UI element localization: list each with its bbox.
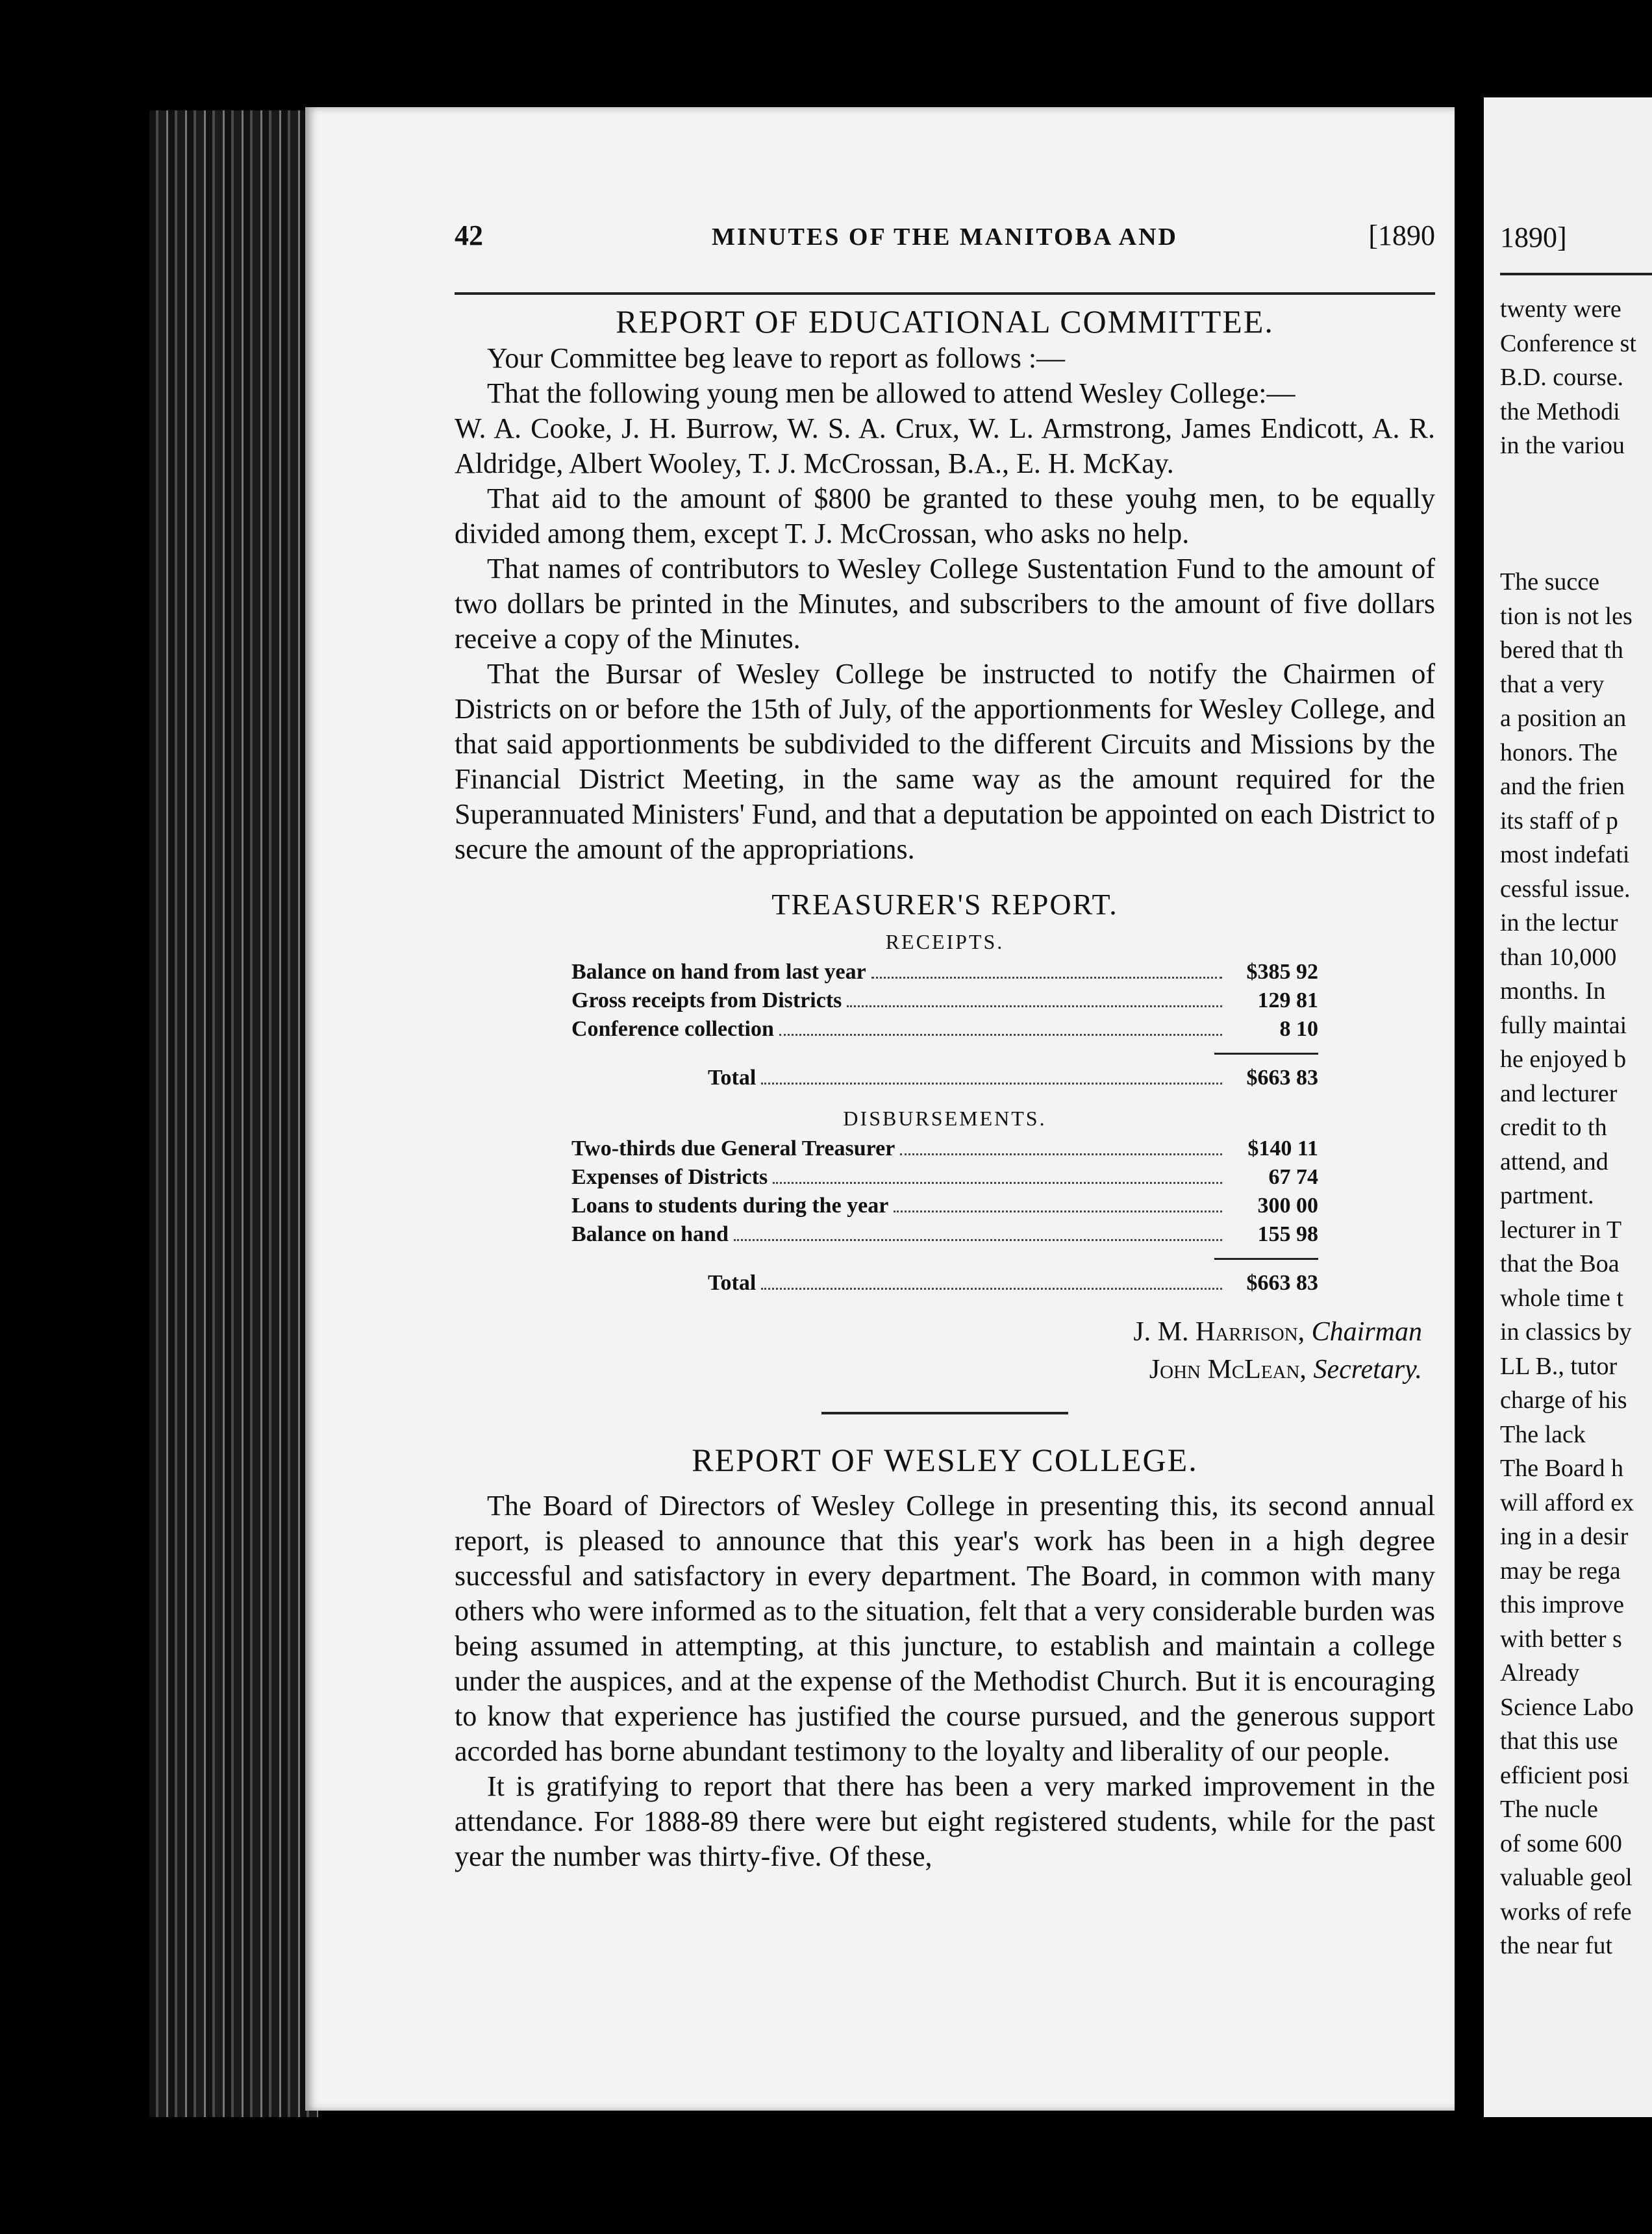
right-page-line: attend, and [1500, 1148, 1608, 1175]
committee-resolution-1: That the following young men be allowed to attend Wesley College:— [487, 377, 1295, 409]
right-page-line: The lack [1500, 1420, 1586, 1448]
educational-committee-heading: REPORT OF EDUCATIONAL COMMITTEE. [616, 303, 1274, 340]
right-page-line: The succe [1500, 568, 1599, 596]
right-page-line [1500, 531, 1636, 566]
running-year: [1890 [1368, 220, 1435, 251]
right-page-line: he enjoyed b [1500, 1046, 1627, 1073]
right-page-line: that a very [1500, 670, 1605, 698]
right-page-line: in classics by [1500, 1318, 1632, 1346]
sum-rule [1214, 1053, 1318, 1055]
sum-rule [1214, 1258, 1318, 1260]
right-page-line: may be rega [1500, 1557, 1621, 1585]
right-page-line: LL B., tutor [1500, 1352, 1618, 1380]
right-page-line: this improve [1500, 1591, 1625, 1618]
disbursements-total-row: Total $663 83 [708, 1271, 1318, 1296]
page-number: 42 [455, 220, 483, 251]
committee-resolution-3: That names of contributors to Wesley College Sustentation Fund to the amount of two dollars be printed in the Minutes, and subscribers to the amount of five dollars receive a copy of the Minutes. [455, 553, 1435, 655]
right-page-line: will afford ex [1500, 1488, 1634, 1516]
right-page-line: valuable geol [1500, 1864, 1633, 1891]
right-page-line: months. In [1500, 977, 1606, 1005]
treasurer-heading: TREASURER'S REPORT. [771, 888, 1118, 921]
right-page-line: cessful issue. [1500, 875, 1631, 903]
committee-resolution-2: That aid to the amount of $800 be granted to these youhg men, to be equally divided among them, except T. J. McCrossan, who asks no help. [455, 483, 1435, 549]
right-page-line: in the lectur [1500, 909, 1618, 936]
right-page-line: bered that th [1500, 636, 1623, 664]
right-page-line [1500, 463, 1636, 497]
ledger-row: Two-thirds due General Treasurer $140 11 [571, 1136, 1318, 1161]
right-page-line: in the variou [1500, 432, 1625, 459]
receipts-heading: RECEIPTS. [885, 930, 1005, 954]
right-page-line: the Methodi [1500, 397, 1620, 425]
right-page-line: that the Boa [1500, 1250, 1620, 1277]
right-page-line: The Board h [1500, 1455, 1623, 1482]
running-head [455, 219, 1435, 258]
right-page-line: ing in a desir [1500, 1523, 1629, 1550]
committee-resolution-4: That the Bursar of Wesley College be instructed to notify the Chairmen of Districts on or before the 15th of July, of the apportionments for Wesley College, and that said apportionments be subdivided to the different Circuits and Missions by the Financial District Meeting, in the same way as the amount required for the Superannuated Ministers' Fund, and that a deputation be appointed on each District to secure the amount of the appropriations. [455, 658, 1435, 865]
right-page-line: that this use [1500, 1727, 1618, 1755]
right-page-line: B.D. course. [1500, 364, 1623, 391]
student-names: W. A. Cooke, J. H. Burrow, W. S. A. Crux, W. L. Armstrong, James Endicott, A. R. Aldridge, Albert Wooley, T. J. McCrossan, B.A., E. H. McKay. [455, 412, 1435, 479]
right-page-line: tion is not les [1500, 602, 1633, 630]
right-page-line: honors. The [1500, 738, 1618, 766]
committee-intro: Your Committee beg leave to report as follows :— [487, 342, 1066, 374]
ledger-row: Gross receipts from Districts 129 81 [571, 988, 1318, 1013]
section-divider [821, 1412, 1068, 1414]
receipts-ledger [571, 958, 1318, 1092]
right-page-line: with better s [1500, 1625, 1622, 1653]
right-page-line: than 10,000 [1500, 943, 1617, 971]
right-page-line: The nucle [1500, 1796, 1598, 1823]
right-page-line [1500, 497, 1636, 531]
right-page-line: most indefati [1500, 841, 1630, 868]
right-page-line: of some 600 [1500, 1829, 1622, 1857]
ledger-row: Loans to students during the year 300 00 [571, 1194, 1318, 1218]
wesley-report-paragraph-2: It is gratifying to report that there has been a very marked improvement in the attendance. For 1888-89 there were but eight registered students, while for the past year the number was thirty-five. Of these, [455, 1770, 1435, 1873]
disbursements-ledger [571, 1135, 1318, 1298]
header-rule [455, 292, 1435, 295]
right-page-line: and lecturer [1500, 1079, 1618, 1107]
right-page-line: Science Labo [1500, 1693, 1634, 1721]
wesley-report-paragraph-1: The Board of Directors of Wesley College in presenting this, its second annual report, is pleased to announce that this year's work has been in a high degree successful and satisfactory in every department. The Board, in common with many others who were informed as to the situation, felt that a very considerable burden was being assumed in attempting, at this juncture, to establish and maintain a college under the auspices, and at the expense of the Methodist Church. But it is encouraging to know that experience has justified the course pursued, and the generous support accorded has borne abundant testimony to the loyalty and liberality of our people. [455, 1490, 1435, 1768]
right-page-line: lecturer in T [1500, 1216, 1622, 1244]
signature-chairman: J. M. Harrison, Chairman [1133, 1317, 1422, 1348]
right-page-line: charge of his [1500, 1387, 1627, 1414]
ledger-row: Expenses of Districts 67 74 [571, 1165, 1318, 1190]
ledger-row: Balance on hand from last year $385 92 [571, 960, 1318, 985]
signature-secretary: John McLean, Secretary. [1149, 1355, 1422, 1385]
right-page-line: whole time t [1500, 1284, 1623, 1312]
wesley-college-heading: REPORT OF WESLEY COLLEGE. [692, 1442, 1198, 1479]
right-header-rule [1500, 273, 1652, 275]
right-page-line: fully maintai [1500, 1011, 1627, 1039]
right-page-text [1500, 292, 1636, 1963]
right-page-line: partment. [1500, 1182, 1594, 1209]
right-page-line: credit to th [1500, 1114, 1607, 1141]
book-page-edges [149, 110, 318, 2117]
ledger-row: Balance on hand 155 98 [571, 1222, 1318, 1247]
right-page-line: Already [1500, 1659, 1580, 1687]
page-content [455, 302, 1435, 1874]
ledger-row: Conference collection 8 10 [571, 1017, 1318, 1042]
right-page-line: a position an [1500, 705, 1627, 732]
left-page [305, 107, 1455, 2111]
running-title: MINUTES OF THE MANITOBA AND [712, 223, 1178, 251]
right-page-line: efficient posi [1500, 1761, 1629, 1789]
right-page-line: its staff of p [1500, 807, 1618, 835]
right-page-year: 1890] [1500, 221, 1567, 253]
right-page-line: twenty were [1500, 295, 1621, 323]
receipts-total-row: Total $663 83 [708, 1066, 1318, 1090]
right-page [1484, 97, 1652, 2117]
right-page-line: the near fut [1500, 1932, 1613, 1959]
disbursements-heading: DISBURSEMENTS. [843, 1107, 1047, 1131]
right-page-line: and the frien [1500, 773, 1625, 800]
right-page-line: works of refe [1500, 1898, 1632, 1926]
right-page-line: Conference st [1500, 329, 1636, 357]
